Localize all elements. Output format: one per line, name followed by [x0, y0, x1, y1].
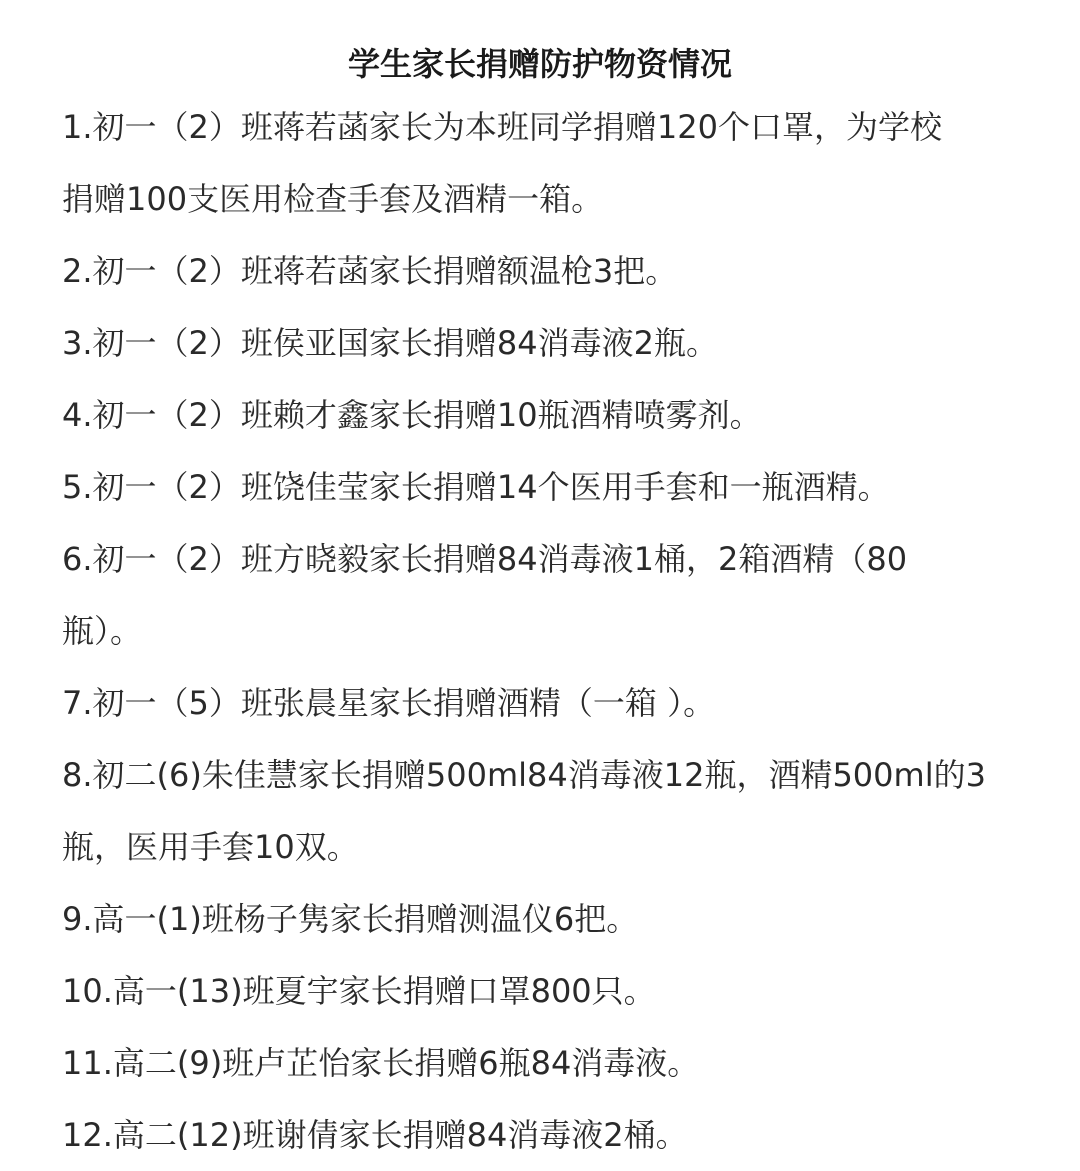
donation-list: [62, 91, 1022, 1171]
donation-item-text: 2.初一（2）班蒋若菡家长捐赠额温枪3把。: [62, 252, 678, 290]
donation-item-9: [62, 883, 1022, 955]
donation-item-text: 3.初一（2）班侯亚国家长捐赠84消毒液2瓶。: [62, 324, 718, 362]
donation-item-2: [62, 235, 1022, 307]
donation-item-text: 瓶，医用手套10双。: [62, 828, 359, 866]
donation-item-text: 6.初一（2）班方晓毅家长捐赠84消毒液1桶，2箱酒精（80: [62, 540, 908, 578]
donation-item-10: [62, 955, 1022, 1027]
donation-item-3: [62, 307, 1022, 379]
donation-item-text: 10.高一(13)班夏宇家长捐赠口罩800只。: [62, 972, 656, 1010]
donation-item-1: [62, 91, 1022, 235]
donation-item-text: 5.初一（2）班饶佳莹家长捐赠14个医用手套和一瓶酒精。: [62, 468, 890, 506]
donation-item-text: 4.初一（2）班赖才鑫家长捐赠10瓶酒精喷雾剂。: [62, 396, 762, 434]
donation-item-text: 8.初二(6)朱佳慧家长捐赠500ml84消毒液12瓶，酒精500ml的3: [62, 756, 986, 794]
donation-item-6: [62, 523, 1022, 667]
donation-item-11: [62, 1027, 1022, 1099]
donation-item-text: 12.高二(12)班谢倩家长捐赠84消毒液2桶。: [62, 1116, 688, 1154]
donation-item-text: 1.初一（2）班蒋若菡家长为本班同学捐赠120个口罩，为学校: [62, 108, 942, 146]
donation-item-7: [62, 667, 1022, 739]
donation-item-5: [62, 451, 1022, 523]
donation-item-text: 瓶）。: [62, 612, 143, 650]
document-title: 学生家长捐赠防护物资情况: [347, 45, 732, 83]
donation-item-text: 11.高二(9)班卢芷怡家长捐赠6瓶84消毒液。: [62, 1044, 700, 1082]
donation-item-4: [62, 379, 1022, 451]
donation-item-text: 7.初一（5）班张晨星家长捐赠酒精（一箱 ）。: [62, 684, 716, 722]
donation-item-text: 9.高一(1)班杨子隽家长捐赠测温仪6把。: [62, 900, 639, 938]
donation-item-8: [62, 739, 1022, 883]
donation-item-12: [62, 1099, 1022, 1171]
donation-item-text: 捐赠100支医用检查手套及酒精一箱。: [62, 180, 604, 218]
